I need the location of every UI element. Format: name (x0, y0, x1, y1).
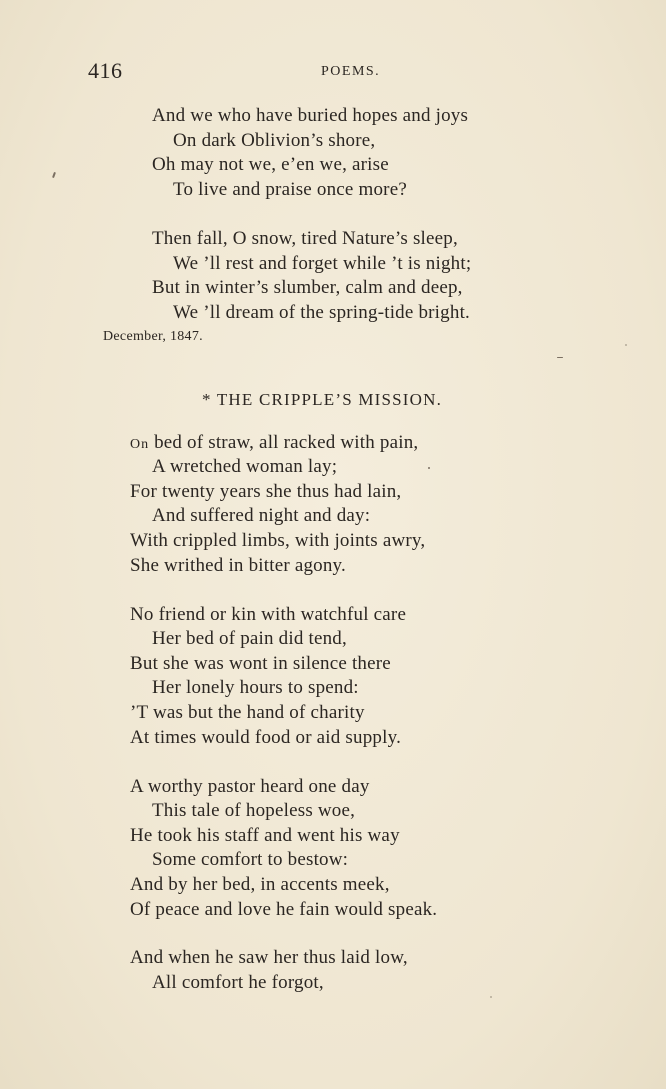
verse-line: And we who have buried hopes and joys (152, 105, 469, 126)
verse-line: Her lonely hours to spend: (152, 677, 359, 698)
verse-line-first (130, 431, 418, 457)
verse-line: Then fall, O snow, tired Nature’s sleep, (152, 228, 458, 249)
verse-line: Oh may not we, e’en we, arise (152, 154, 389, 175)
verse-line: For twenty years she thus had lain, (130, 481, 402, 502)
verse-line-rest: bed of straw, all racked with pain, (149, 432, 419, 453)
verse-line: But in winter’s slumber, calm and deep, (152, 277, 463, 298)
paper-speck (52, 172, 56, 178)
verse-line: No friend or kin with watchful care (130, 604, 407, 625)
poem-title: * THE CRIPPLE’S MISSION. (202, 390, 443, 409)
verse-line: With crippled limbs, with joints awry, (130, 530, 426, 551)
verse-line: ’T was but the hand of charity (130, 702, 365, 723)
verse-line: But she was wont in silence there (130, 653, 391, 674)
paper-speck (557, 357, 563, 358)
verse-line: To live and praise once more? (173, 179, 407, 200)
running-head: POEMS. (321, 64, 381, 79)
verse-line: All comfort he forgot, (152, 972, 324, 993)
page-number: 416 (88, 58, 123, 83)
verse-line: He took his staff and went his way (130, 825, 400, 846)
paper-speck (490, 996, 492, 998)
verse-line: A worthy pastor heard one day (130, 776, 370, 797)
verse-line: And suffered night and day: (152, 505, 371, 526)
verse-line: On dark Oblivion’s shore, (173, 130, 376, 151)
verse-line: And when he saw her thus laid low, (130, 947, 408, 968)
page-header (0, 58, 666, 88)
paper-speck (428, 467, 430, 469)
verse-line: And by her bed, in accents meek, (130, 874, 390, 895)
verse-line: Some comfort to bestow: (152, 849, 349, 870)
verse-line: Her bed of pain did tend, (152, 628, 347, 649)
verse-line: At times would food or aid supply. (130, 727, 402, 748)
poem-date: December, 1847. (103, 329, 203, 344)
verse-line: We ’ll dream of the spring-tide bright. (173, 302, 470, 323)
verse-line: A wretched woman lay; (152, 456, 338, 477)
verse-line: She writhed in bitter agony. (130, 555, 346, 576)
verse-line: This tale of hopeless woe, (152, 800, 356, 821)
verse-line: Of peace and love he fain would speak. (130, 899, 438, 920)
verse-line: We ’ll rest and forget while ’t is night; (173, 253, 472, 274)
drop-initial: On (130, 437, 150, 452)
paper-speck (625, 344, 627, 346)
